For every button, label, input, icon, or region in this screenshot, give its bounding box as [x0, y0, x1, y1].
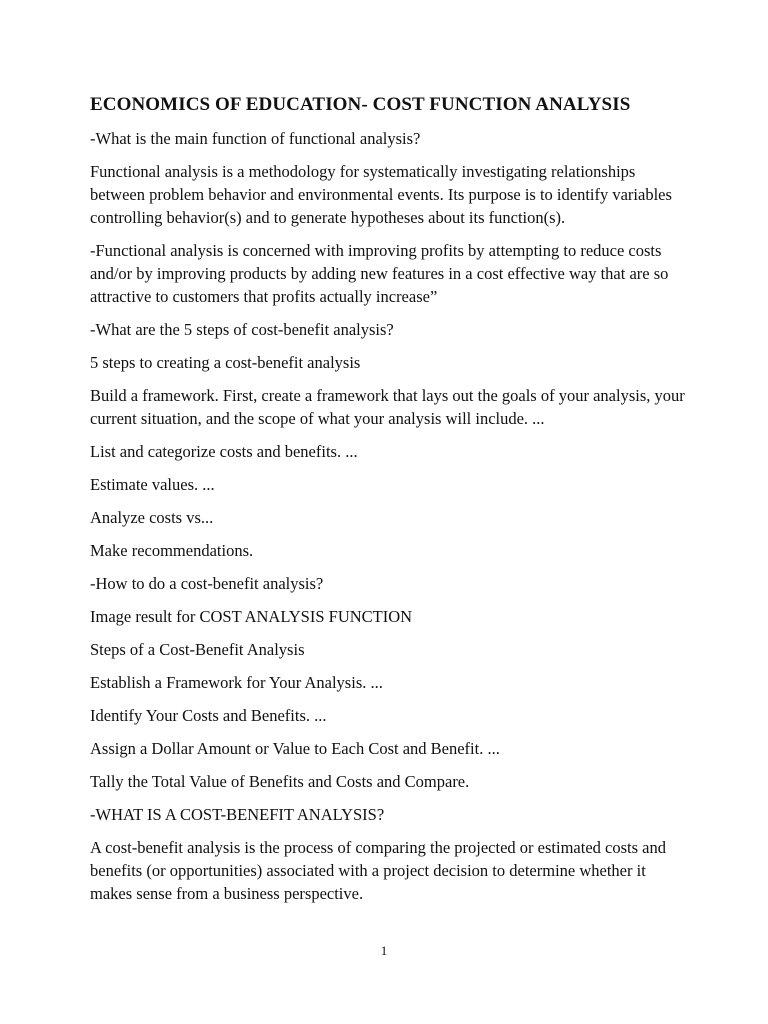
paragraph-build-framework: Build a framework. First, create a framework that lays out the goals of your analysis, your current situation, and the scope of what your analysis will include. ...: [90, 386, 685, 428]
paragraph-functional-analysis-definition: Functional analysis is a methodology for systematically investigating relationships between problem behavior and environmental events. Its purpose is to identify variables controlling behavior(s) and to generate hypotheses about its function(s).: [90, 162, 672, 227]
paragraph-image-result: Image result for COST ANALYSIS FUNCTION: [90, 607, 413, 626]
paragraph-cost-benefit-definition: A cost-benefit analysis is the process of comparing the projected or estimated costs and benefits (or opportunities) associated with a project decision to determine whether it makes sense from a business perspective.: [90, 838, 666, 903]
paragraph-make-recommendations: Make recommendations.: [90, 541, 254, 560]
paragraph-question-how-to: -How to do a cost-benefit analysis?: [90, 574, 324, 593]
paragraph-five-steps-heading: 5 steps to creating a cost-benefit analysis: [90, 353, 361, 372]
paragraph-identify-costs: Identify Your Costs and Benefits. ...: [90, 706, 327, 725]
page-number: 1: [380, 943, 388, 958]
paragraph-assign-dollar-amount: Assign a Dollar Amount or Value to Each Cost and Benefit. ...: [90, 739, 500, 758]
paragraph-establish-framework: Establish a Framework for Your Analysis. ...: [90, 673, 383, 692]
paragraph-question-main-function: -What is the main function of functional analysis?: [90, 129, 421, 148]
paragraph-list-costs: List and categorize costs and benefits. ...: [90, 442, 358, 461]
paragraph-functional-analysis-profits: -Functional analysis is concerned with improving profits by attempting to reduce costs and/or by improving products by adding new features in a cost effective way that are so attractive to customers that profits actually increase”: [90, 241, 669, 306]
paragraph-analyze-costs: Analyze costs vs...: [90, 508, 214, 527]
paragraph-question-five-steps: -What are the 5 steps of cost-benefit analysis?: [90, 320, 394, 339]
document-title: ECONOMICS OF EDUCATION- COST FUNCTION ANALYSIS: [90, 94, 631, 115]
paragraph-steps-heading: Steps of a Cost-Benefit Analysis: [90, 640, 305, 659]
paragraph-question-what-is: -WHAT IS A COST-BENEFIT ANALYSIS?: [90, 805, 385, 824]
paragraph-tally-total-value: Tally the Total Value of Benefits and Costs and Compare.: [90, 772, 470, 791]
paragraph-estimate-values: Estimate values. ...: [90, 475, 215, 494]
document-body: [90, 93, 690, 915]
